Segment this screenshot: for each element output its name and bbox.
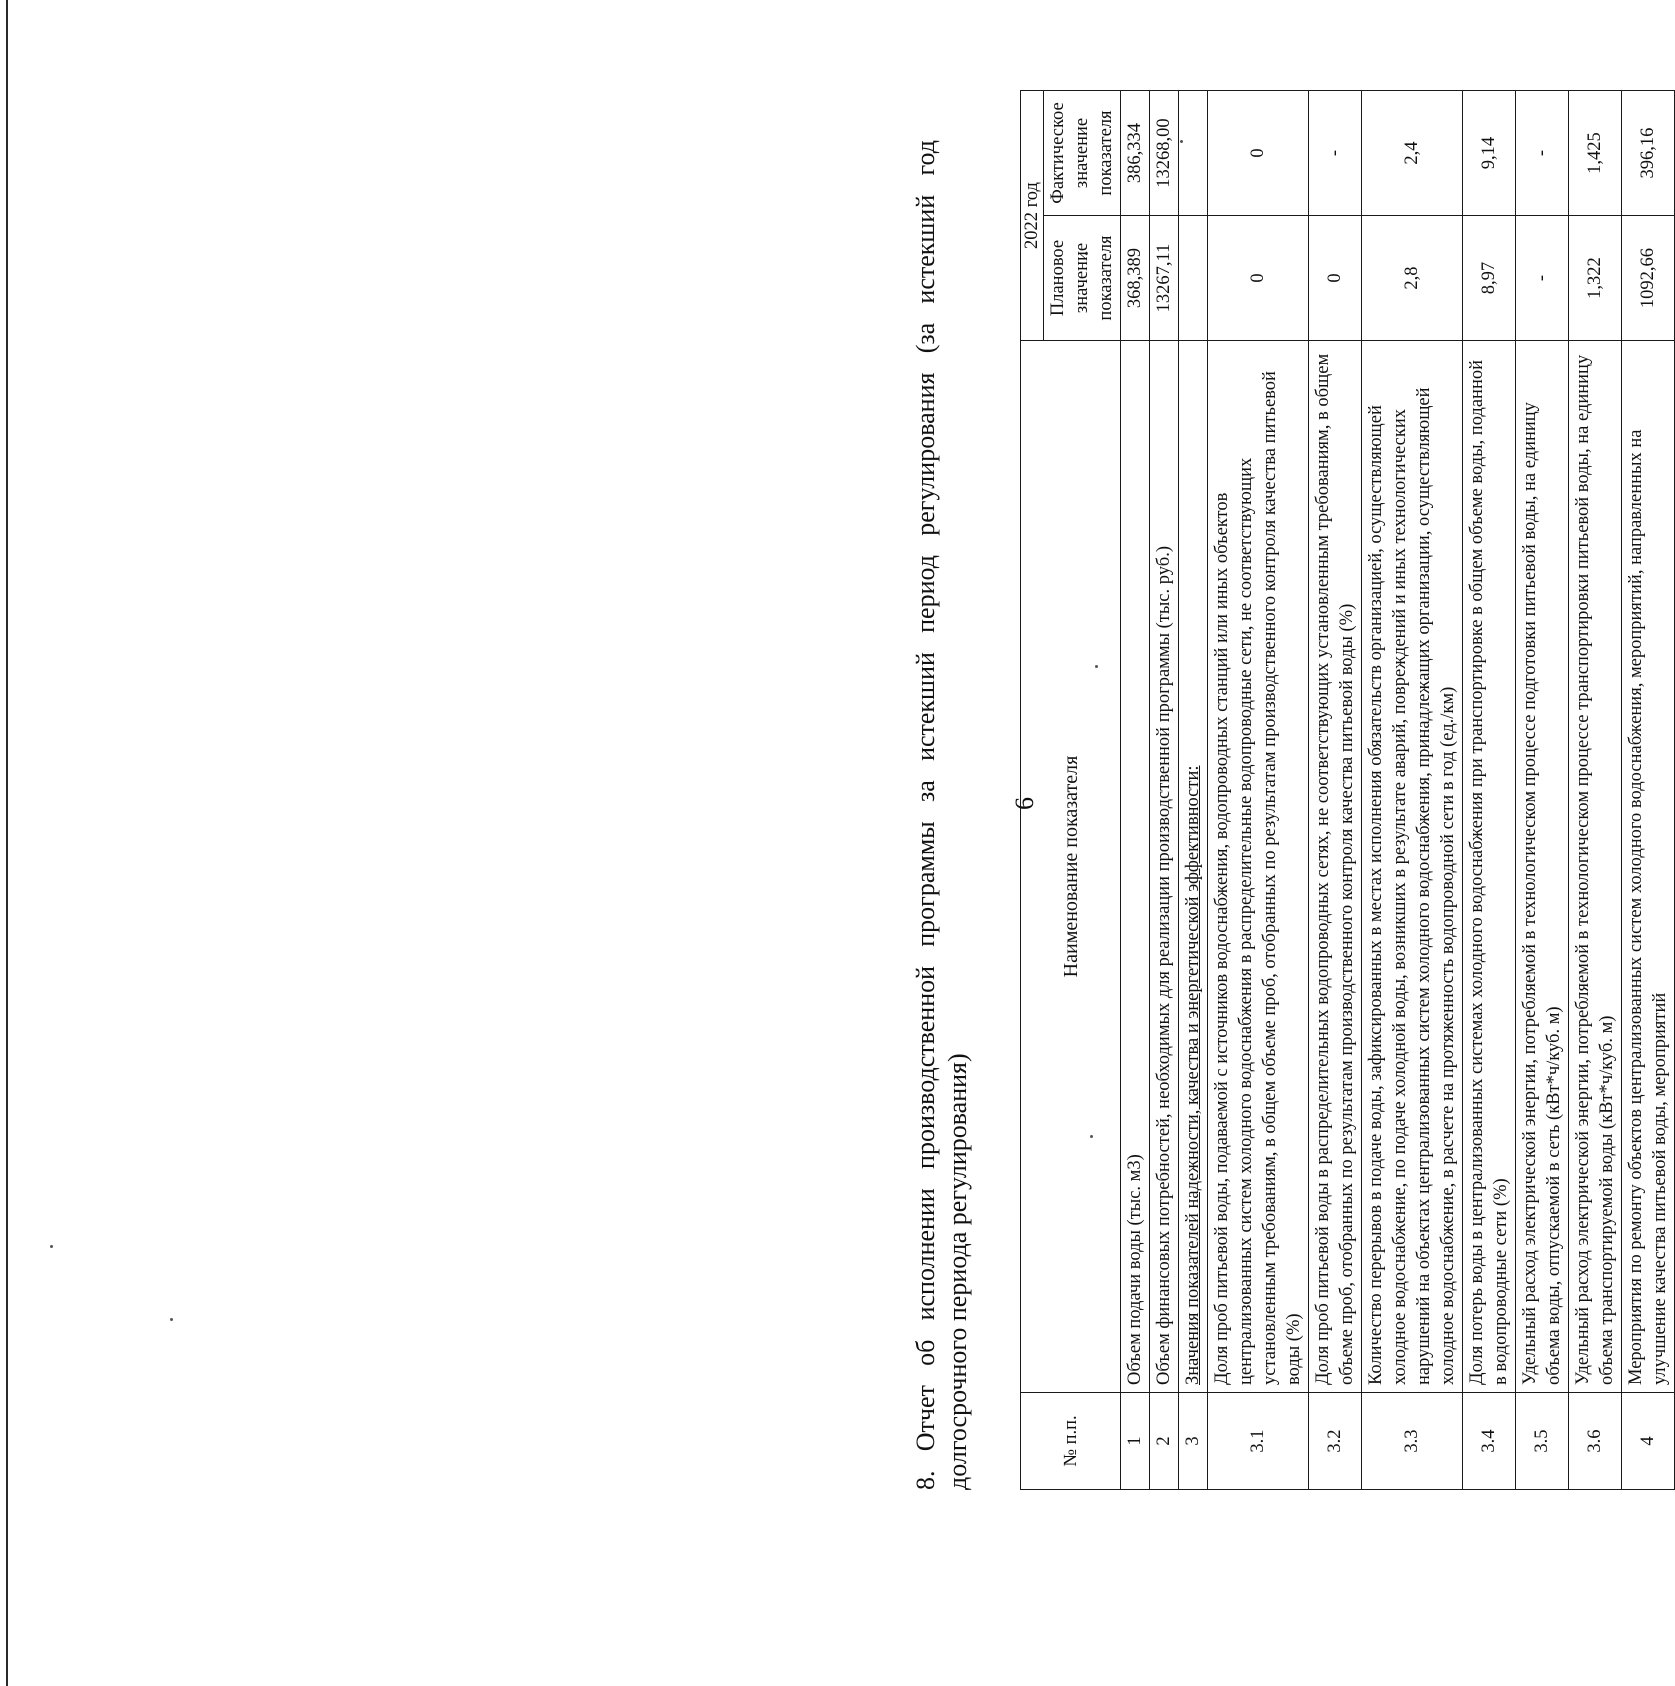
table-row	[1208, 91, 1309, 1490]
row-name: Объем подачи воды (тыс. м3)	[1121, 341, 1150, 1393]
table-row	[1150, 91, 1179, 1490]
row-num: 3.4	[1463, 1393, 1516, 1490]
row-name: Доля проб питьевой воды, подаваемой с источников водоснабжения, водопроводных станций или иных объектов централизованных систем холодного водоснабжения в распределительные водопроводные сети, не соответствующих установленным требованиям, в общем объеме проб, отобранных по результатам производственного контроля качества питьевой воды (%)	[1208, 341, 1309, 1393]
table-row	[1622, 91, 1675, 1490]
row-fact: -	[1516, 91, 1569, 216]
row-num: 3.6	[1569, 1393, 1622, 1490]
row-name: Мероприятия по ремонту объектов централизованных систем холодного водоснабжения, мероприятий, направленных на улучшение качества питьевой воды, мероприятий	[1622, 341, 1675, 1393]
table-row	[1569, 91, 1622, 1490]
row-num: 1	[1121, 1393, 1150, 1490]
row-name: Значения показателей надежности, качества и энергетической эффективности:	[1179, 341, 1208, 1393]
row-fact: 396,16	[1622, 91, 1675, 216]
table-row	[1516, 91, 1569, 1490]
report-table	[1020, 90, 1675, 1490]
row-name: Удельный расход электрической энергии, потребляемой в технологическом процессе транспортировки питьевой воды, на единицу объема транспортируемой воды (кВт*ч/куб. м)	[1569, 341, 1622, 1393]
header-plan: Плановое значение показателя	[1044, 216, 1121, 341]
row-fact	[1179, 91, 1208, 216]
page-number: 6	[1010, 797, 1039, 810]
scan-edge-line	[6, 0, 8, 1686]
row-plan: 2,8	[1362, 216, 1463, 341]
row-plan: 13267,11	[1150, 216, 1179, 341]
row-plan: 8,97	[1463, 216, 1516, 341]
row-num: 3.1	[1208, 1393, 1309, 1490]
header-row	[1021, 91, 1044, 1490]
row-num: 2	[1150, 1393, 1179, 1490]
row-plan	[1179, 216, 1208, 341]
row-plan: 0	[1309, 216, 1362, 341]
row-fact: 9,14	[1463, 91, 1516, 216]
row-name: Количество перерывов в подаче воды, зафиксированных в местах исполнения обязательств организацией, осуществляющей холодное водоснабжение, по подаче холодной воды, возникших в результате аварий, повреждений и иных технологических нарушений на объектах централизованных систем холодного водоснабжения, принадлежащих организации, осуществляющей холодное водоснабжение, в расчете на протяженность водопроводной сети в год (ед./км)	[1362, 341, 1463, 1393]
row-fact: 1,425	[1569, 91, 1622, 216]
row-plan: 0	[1208, 216, 1309, 341]
row-plan: 1092,66	[1622, 216, 1675, 341]
row-fact: -	[1309, 91, 1362, 216]
row-name: Удельный расход электрической энергии, потребляемой в технологическом процессе подготовки питьевой воды, на единицу объема воды, отпускаемой в сеть (кВт*ч/куб. м)	[1516, 341, 1569, 1393]
report-heading: 8. Отчет об исполнении производственной программы за истекший период регулирования (за истекший год долгосрочного периода регулирования)	[911, 140, 972, 1490]
row-num: 3.3	[1362, 1393, 1463, 1490]
row-plan: -	[1516, 216, 1569, 341]
row-fact: 386,334	[1121, 91, 1150, 216]
table-row	[1463, 91, 1516, 1490]
rotated-document-page	[30, 40, 1670, 1640]
table-row	[1121, 91, 1150, 1490]
header-num: № п.п.	[1021, 1393, 1121, 1490]
row-fact: 2,4	[1362, 91, 1463, 216]
row-fact: 13268,00	[1150, 91, 1179, 216]
row-name: Доля проб питьевой воды в распределительных водопроводных сетях, не соответствующих установленным требованиям, в общем объеме проб, отобранных по результатам производственного контроля качества питьевой воды (%)	[1309, 341, 1362, 1393]
table-row	[1309, 91, 1362, 1490]
header-fact: Фактическое значение показателя	[1044, 91, 1121, 216]
row-num: 3	[1179, 1393, 1208, 1490]
header-year: 2022 год	[1021, 91, 1044, 341]
row-fact: 0	[1208, 91, 1309, 216]
row-num: 4	[1622, 1393, 1675, 1490]
table-row	[1362, 91, 1463, 1490]
table-row	[1179, 91, 1208, 1490]
row-plan: 368,389	[1121, 216, 1150, 341]
header-name: Наименование показателя	[1021, 341, 1121, 1393]
row-plan: 1,322	[1569, 216, 1622, 341]
row-num: 3.2	[1309, 1393, 1362, 1490]
row-num: 3.5	[1516, 1393, 1569, 1490]
row-name: Доля потерь воды в централизованных системах холодного водоснабжения при транспортировке в общем объеме воды, поданной в водопроводные сети (%)	[1463, 341, 1516, 1393]
row-name: Объем финансовых потребностей, необходимых для реализации производственной программы (тыс. руб.)	[1150, 341, 1179, 1393]
